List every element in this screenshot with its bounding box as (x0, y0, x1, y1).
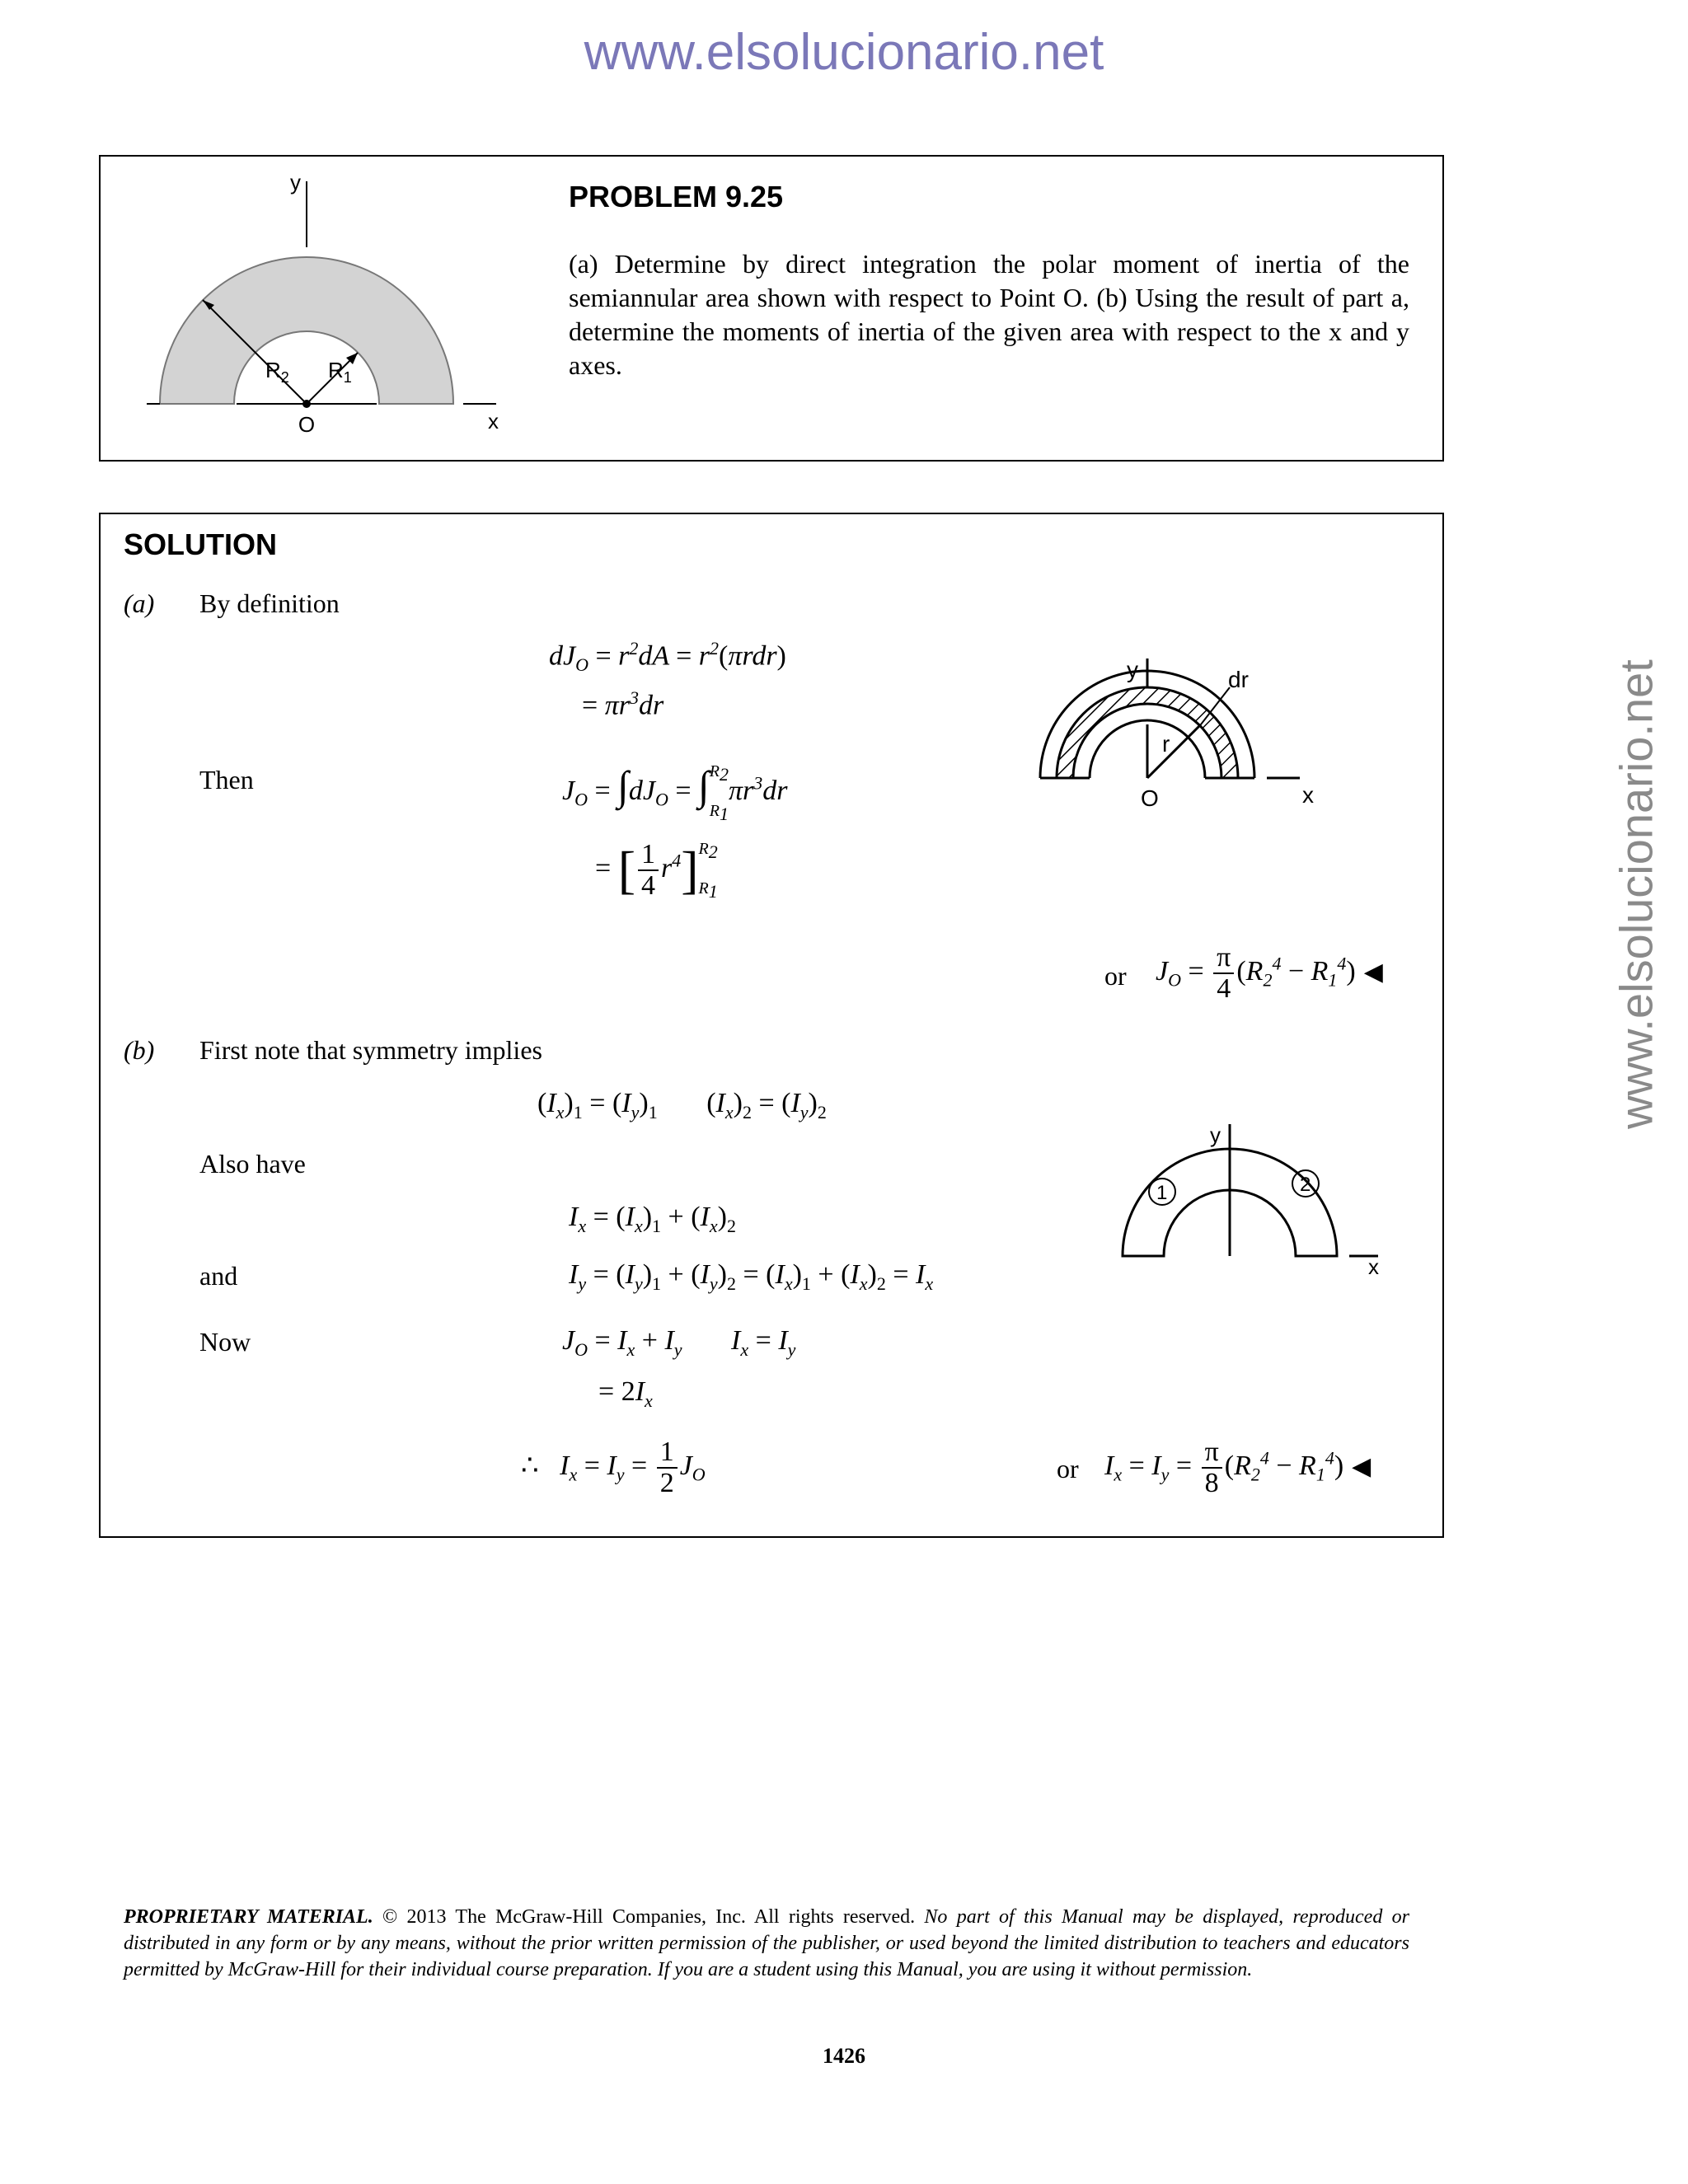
part-a-or: or (1104, 961, 1127, 991)
sketch1-r-label: r (1162, 731, 1170, 757)
part-b-now: Now (199, 1327, 251, 1357)
part-b-label: (b) (124, 1035, 155, 1065)
x-axis-label: x (488, 409, 499, 434)
part-b-intro: First note that symmetry implies (199, 1035, 542, 1065)
annulus-strip-sketch (1024, 654, 1320, 819)
eq-dJo-2: = $\pi r^3dr$ (582, 687, 664, 721)
eq-Ix-result: $I_x = I_y$ = $\frac{\pi}{8}$ $(R_2^4 - R_1^4)$ ◀ (1104, 1436, 1372, 1498)
eq-Jo-2Ix: = $2I_x$ (598, 1376, 653, 1411)
region-2-label: 2 (1300, 1174, 1311, 1196)
eq-Jo-result: $J_O$ = $\frac{\pi}{4}$ $(R_2^4 - R_1^4)$ ◀ (1156, 942, 1383, 1004)
part-b-also-have: Also have (199, 1149, 306, 1179)
origin-label: O (298, 412, 316, 437)
part-b-and: and (199, 1261, 238, 1291)
sketch1-x-label: x (1302, 782, 1314, 808)
sketch2-x-label: x (1368, 1254, 1379, 1279)
solution-title: SOLUTION (124, 527, 277, 561)
watermark-url: www.elsolucionario.net (584, 24, 1104, 81)
sketch1-dr-label: dr (1228, 667, 1249, 692)
eq-Jo-sum: $J_O = I_x + I_y$ $I_x = I_y$ (562, 1325, 796, 1360)
part-a-label: (a) (124, 588, 155, 618)
eq-dJo: $dJ_O = r^2dA = r^2(\pi rdr)$ (549, 638, 786, 676)
watermark-side-url: www.elsolucionario.net (1610, 659, 1662, 1129)
r2-label: $R_2$ (265, 358, 289, 386)
eq-Ix-sum: $I_x = (I_x)_1 + (I_x)_2$ (569, 1202, 736, 1236)
sketch1-origin-label: O (1141, 785, 1159, 811)
eq-Iy-sum: $I_y = (I_y)_1 + (I_y)_2 = (I_x)_1 + (I_x)_2 = I_x$ (569, 1259, 934, 1294)
region-1-label: 1 (1156, 1182, 1168, 1204)
part-a-intro: By definition (199, 588, 340, 618)
solution-box (99, 513, 1444, 1538)
sketch1-y-label: y (1127, 657, 1138, 682)
eq-Ix-half-Jo: ∴ $I_x = I_y$ = $\frac{1}{2}$ $J_O$ (521, 1436, 706, 1498)
problem-box (99, 155, 1444, 462)
problem-title: PROBLEM 9.25 (569, 180, 784, 213)
copyright-footer: PROPRIETARY MATERIAL. © 2013 The McGraw-Hill Companies, Inc. All rights reserved. No part of this Manual may be displayed, reproduced or distributed in any form or by any means, without the prior written permission of the publisher, or used beyond the limited distribution to teachers and educators permitted by McGraw-Hill for their individual course preparation. If you are a student using this Manual, you are using it without permission. (124, 1906, 1409, 1980)
page-number: 1426 (823, 2044, 865, 2068)
two-quarter-sketch (1106, 1116, 1386, 1281)
r1-label: $R_1$ (328, 358, 352, 386)
semiannulus-figure (101, 157, 562, 463)
problem-statement: (a) Determine by direct integration the polar moment of inertia of the semiannular area shown with respect to Point O. (b) Using the result of part a, determine the moments of inertia of the given area with respect to the x and y axes. (569, 249, 1409, 380)
eq-Jo-integral: $J_O = \int dJ_O$ = ∫ $R_2$ $R_1$ $\pi r^3dr$ (562, 762, 788, 824)
eq-symmetry: $(I_x)_1 = (I_y)_1$ $(I_x)_2 = (I_y)_2$ (537, 1088, 827, 1122)
part-b-or: or (1057, 1454, 1079, 1483)
y-axis-label: y (290, 170, 301, 194)
part-a-then: Then (199, 765, 254, 794)
eq-Jo-bracket: = [ $\frac{1}{4}$ $r^4$] $R_2$ $R_1$ (595, 839, 718, 902)
sketch2-y-label: y (1210, 1122, 1221, 1147)
